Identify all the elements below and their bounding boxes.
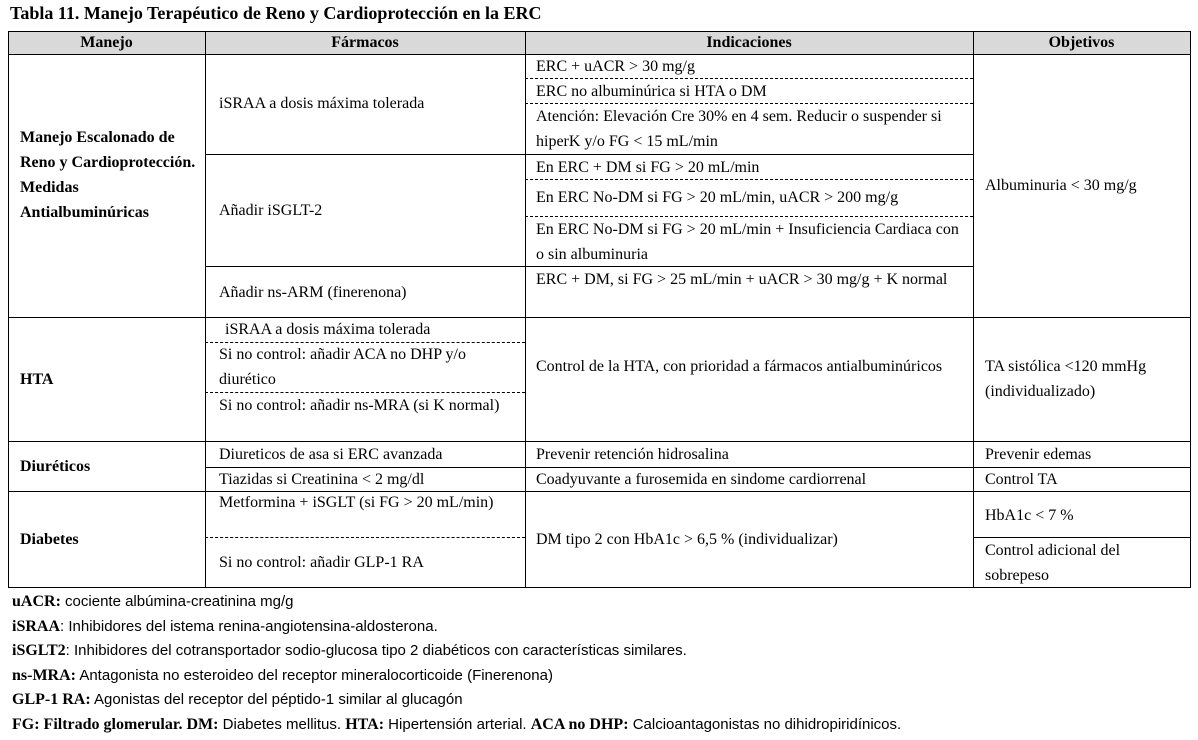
section-label-hta: HTA — [20, 371, 54, 388]
note-israa: iSRAA: Inhibidores del istema renina-angiotensina-aldosterona. — [12, 617, 438, 635]
reno-indication-1a: ERC + uACR > 30 mg/g — [536, 58, 695, 75]
hta-objective: TA sistólica <120 mmHg (individualizado) — [985, 358, 1147, 400]
reno-indication-2b: En ERC No-DM si FG > 20 mL/min, uACR > 200 mg/g — [536, 189, 899, 206]
hta-drug-3: Si no control: añadir ns-MRA (si K normal) — [219, 397, 500, 414]
reno-drug-1: iSRAA a dosis máxima tolerada — [219, 95, 425, 112]
diureticos-indication-1: Prevenir retención hidrosalina — [536, 446, 729, 463]
reno-indication-2a: En ERC + DM si FG > 20 mL/min — [536, 159, 760, 176]
diabetes-drug-1: Metformina + iSGLT (si FG > 20 mL/min) — [219, 494, 494, 511]
note-isglt2: iSGLT2: Inhibidores del cotransportador sodio-glucosa tipo 2 diabéticos con características similares. — [12, 642, 687, 659]
note-nsmra: ns-MRA: Antagonista no esteroideo del receptor mineralocorticoide (Finerenona) — [12, 666, 553, 684]
reno-drug-3: Añadir ns-ARM (finerenona) — [219, 284, 407, 301]
reno-objective: Albuminuria < 30 mg/g — [985, 177, 1137, 194]
diureticos-objective-1: Prevenir edemas — [985, 446, 1092, 463]
reno-drug-2: Añadir iSGLT-2 — [219, 202, 323, 219]
diureticos-indication-2: Coadyuvante a furosemida en sindome cardiorrenal — [536, 471, 867, 488]
note-abbreviations: FG: Filtrado glomerular. DM: Diabetes mellitus. HTA: Hipertensión arterial. ACA no DHP: Calcioantagonistas no dihidropiridínicos. — [12, 715, 902, 733]
header-indicaciones: Indicaciones — [706, 34, 792, 51]
note-glp1: GLP-1 RA: Agonistas del receptor del péptido-1 similar al glucagón — [12, 691, 463, 708]
hta-drug-2: Si no control: añadir ACA no DHP y/o diurético — [219, 346, 466, 388]
diureticos-drug-1: Diureticos de asa si ERC avanzada — [219, 446, 443, 463]
reno-indication-3: ERC + DM, si FG > 25 mL/min + uACR > 30 mg/g + K normal — [536, 271, 948, 288]
diabetes-objective-2: Control adicional del sobrepeso — [985, 542, 1121, 584]
diureticos-drug-2: Tiazidas si Creatinina < 2 mg/dl — [219, 471, 425, 488]
diabetes-drug-2: Si no control: añadir GLP-1 RA — [219, 554, 424, 571]
reno-indication-1c: Atención: Elevación Cre 30% en 4 sem. Reducir o suspender si hiperK y/o FG < 15 mL/min — [536, 108, 942, 150]
diureticos-objective-2: Control TA — [985, 471, 1058, 488]
header-farmacos: Fármacos — [331, 34, 399, 51]
section-label-diabetes: Diabetes — [20, 531, 79, 548]
note-uacr: uACR: cociente albúmina-creatinina mg/g — [12, 593, 294, 610]
reno-indication-1b: ERC no albuminúrica si HTA o DM — [536, 83, 767, 100]
header-manejo: Manejo — [80, 34, 133, 51]
table-title: Tabla 11. Manejo Terapéutico de Reno y Cardioprotección en la ERC — [10, 3, 542, 23]
header-objetivos: Objetivos — [1048, 34, 1115, 51]
reno-indication-2c: En ERC No-DM si FG > 20 mL/min + Insuficiencia Cardiaca con o sin albuminuria — [536, 221, 959, 263]
diabetes-indication: DM tipo 2 con HbA1c > 6,5 % (individualizar) — [536, 531, 838, 548]
section-label-diureticos: Diuréticos — [20, 458, 91, 475]
diabetes-objective-1: HbA1c < 7 % — [985, 507, 1074, 524]
footnotes — [12, 590, 901, 737]
hta-indication: Control de la HTA, con prioridad a fármacos antialbuminúricos — [536, 358, 943, 375]
hta-drug-1: iSRAA a dosis máxima tolerada — [225, 321, 431, 338]
section-label-reno: Manejo Escalonado de Reno y Cardioprotección. Medidas Antialbuminúricas — [20, 129, 196, 221]
